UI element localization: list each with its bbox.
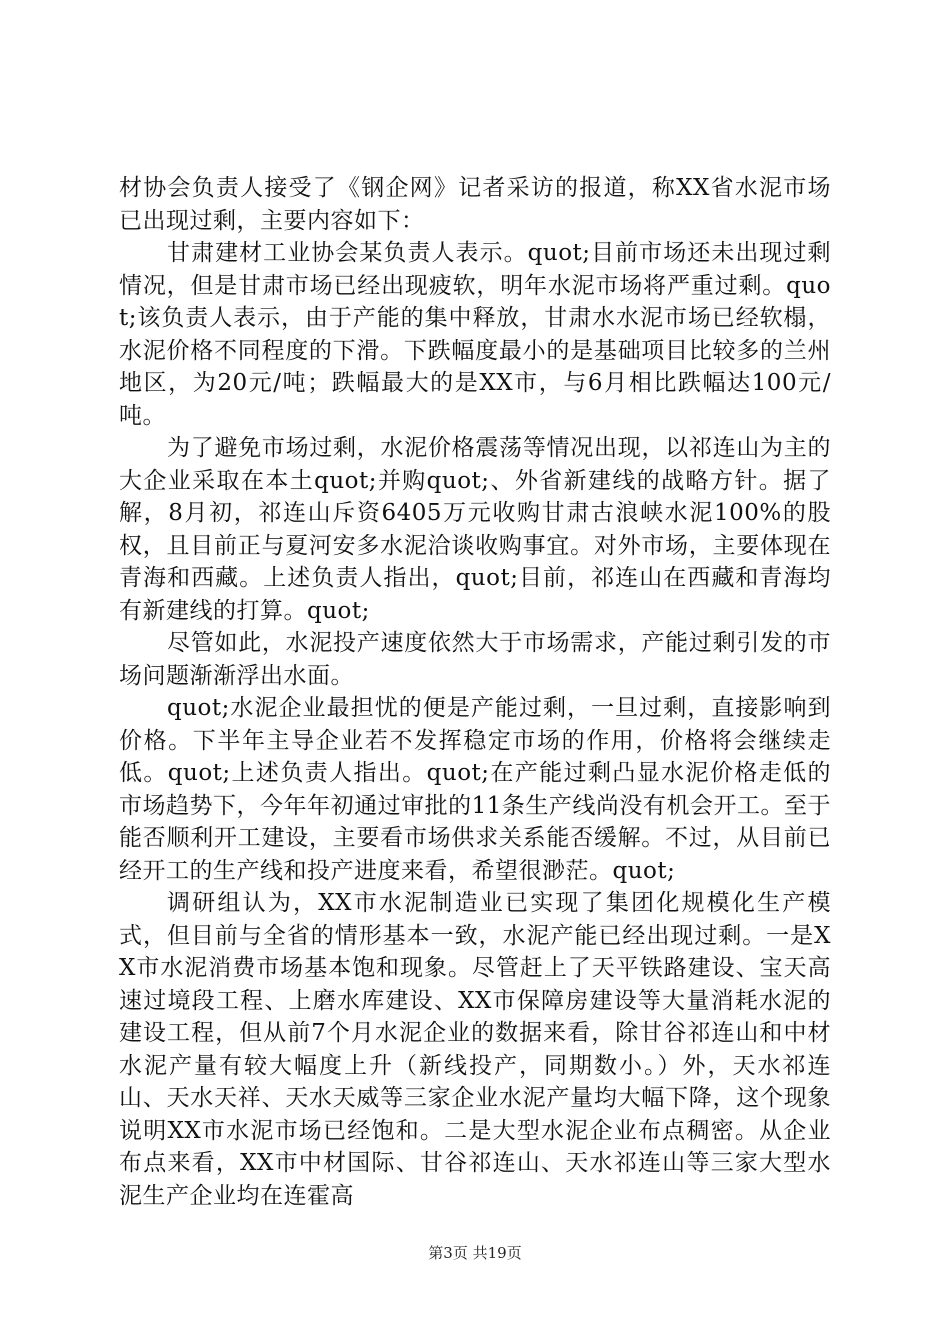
document-body bbox=[119, 172, 831, 1212]
paragraph-5: quot;水泥企业最担忧的便是产能过剩，一旦过剩，直接影响到价格。下半年主导企业若不发挥稳定市场的作用，价格将会继续走低。quot;上述负责人指出。quot;在产能过剩凸显水泥价格走低的市场趋势下，今年年初通过审批的11条生产线尚没有机会开工。至于能否顺利开工建设，主要看市场供求关系能否缓解。不过，从目前已经开工的生产线和投产进度来看，希望很渺茫。quot; bbox=[119, 695, 831, 884]
page-footer bbox=[0, 1242, 950, 1263]
paragraph-3: 为了避免市场过剩，水泥价格震荡等情况出现，以祁连山为主的大企业采取在本土quot;并购quot;、外省新建线的战略方针。据了解，8月初，祁连山斥资6405万元收购甘肃古浪峡水泥100%的股权，且目前正与夏河安多水泥洽谈收购事宜。对外市场，主要体现在青海和西藏。上述负责人指出，quot;目前，祁连山在西藏和青海均有新建线的打算。quot; bbox=[119, 435, 831, 624]
page-number: 第3页 共19页 bbox=[428, 1244, 522, 1262]
paragraph-1: 材协会负责人接受了《钢企网》记者采访的报道，称XX省水泥市场已出现过剩，主要内容如下： bbox=[119, 175, 831, 234]
paragraph-2: 甘肃建材工业协会某负责人表示。quot;目前市场还未出现过剩情况，但是甘肃市场已经出现疲软，明年水泥市场将严重过剩。quot;该负责人表示，由于产能的集中释放，甘肃水水泥市场已经软榻，水泥价格不同程度的下滑。下跌幅度最小的是基础项目比较多的兰州地区，为20元/吨；跌幅最大的是XX市，与6月相比跌幅达100元/吨。 bbox=[119, 240, 831, 429]
paragraph-4: 尽管如此，水泥投产速度依然大于市场需求，产能过剩引发的市场问题渐渐浮出水面。 bbox=[119, 630, 831, 689]
paragraph-6: 调研组认为，XX市水泥制造业已实现了集团化规模化生产模式，但目前与全省的情形基本一致，水泥产能已经出现过剩。一是XX市水泥消费市场基本饱和现象。尽管赶上了天平铁路建设、宝天高速过境段工程、上磨水库建设、XX市保障房建设等大量消耗水泥的建设工程，但从前7个月水泥企业的数据来看，除甘谷祁连山和中材水泥产量有较大幅度上升（新线投产，同期数小。）外，天水祁连山、天水天祥、天水天威等三家企业水泥产量均大幅下降，这个现象说明XX市水泥市场已经饱和。二是大型水泥企业布点稠密。从企业布点来看，XX市中材国际、甘谷祁连山、天水祁连山等三家大型水泥生产企业均在连霍高 bbox=[119, 890, 831, 1209]
